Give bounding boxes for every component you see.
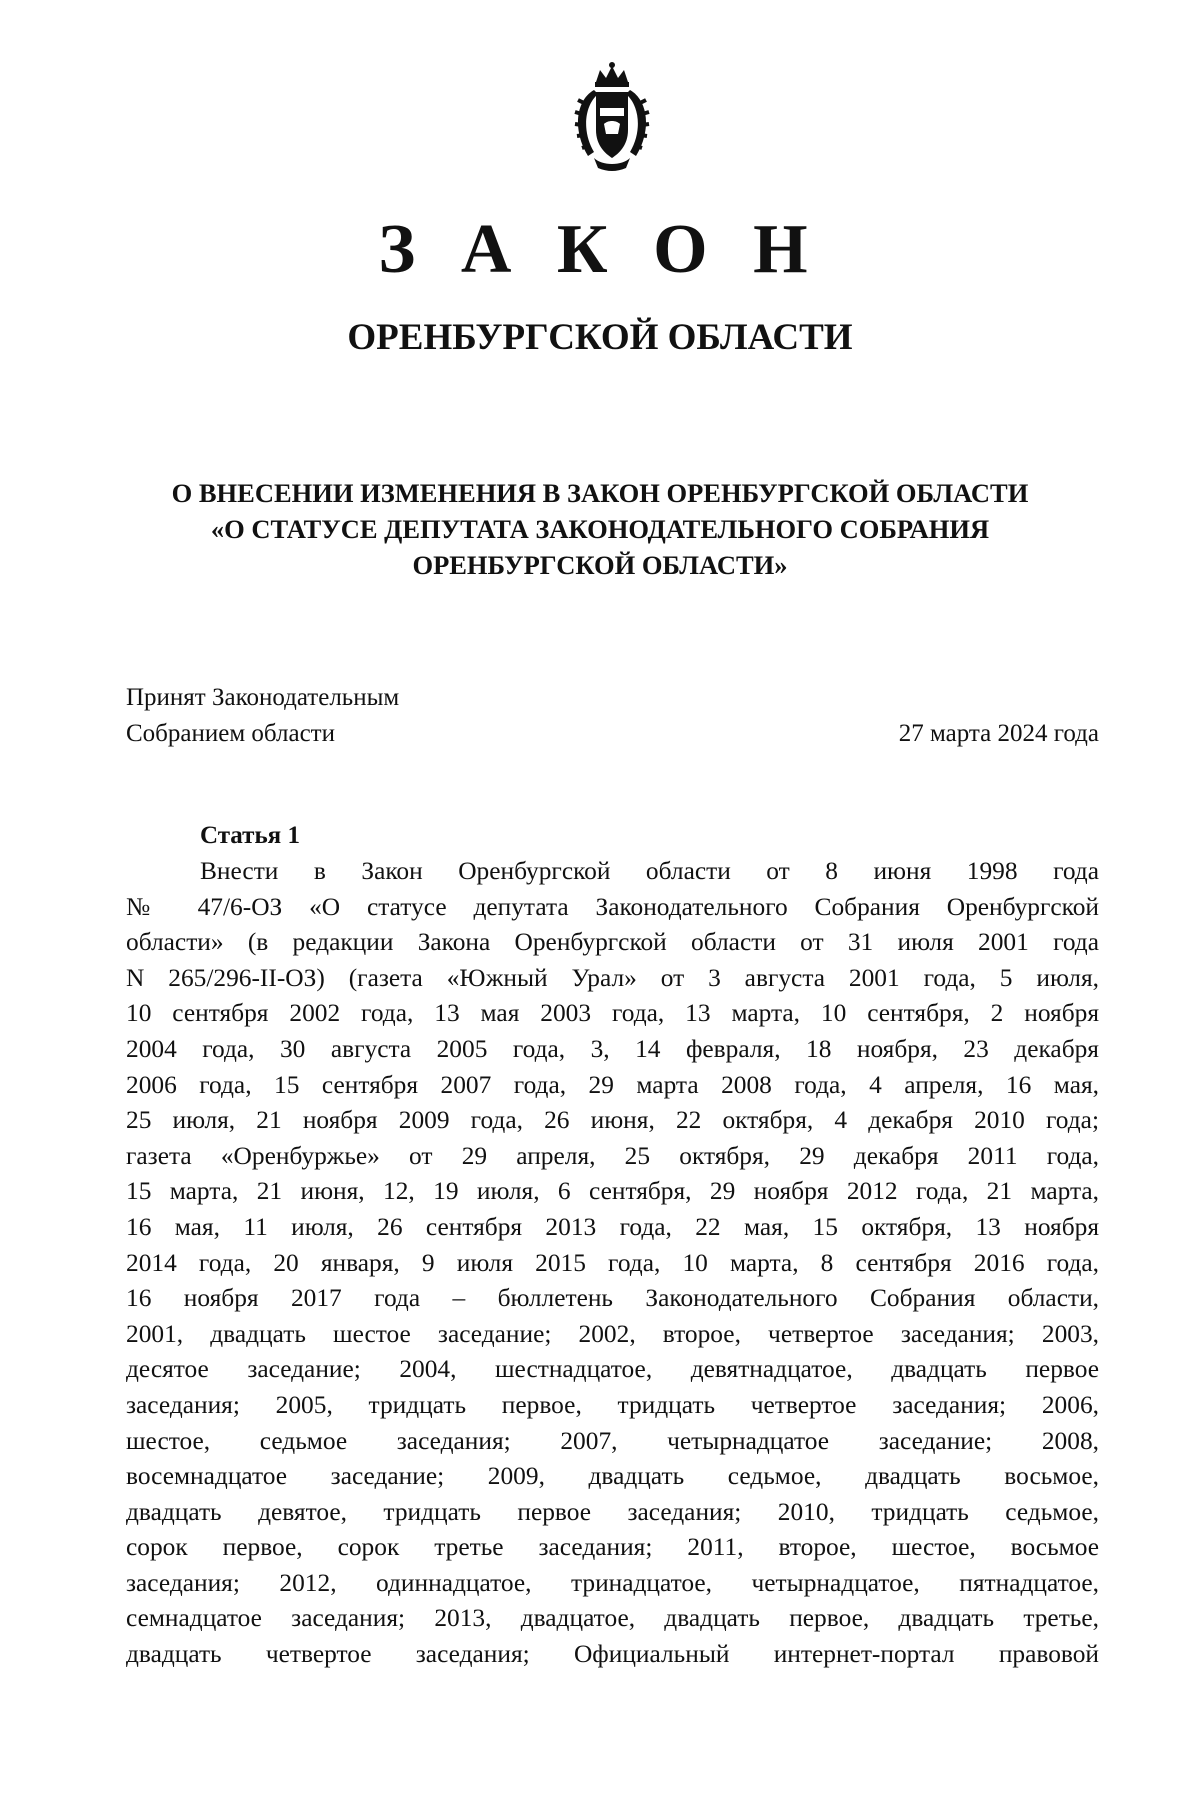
document-heading [100, 475, 1100, 583]
law-title: З А К О Н [378, 211, 822, 288]
adoption-statement [126, 680, 399, 752]
article-line: сорок первое, сорок третье заседания; 2011, второе, шестое, восьмое [126, 1533, 1099, 1562]
article-line: шестое, седьмое заседания; 2007, четырнадцатое заседание; 2008, [126, 1426, 1099, 1455]
adoption-line: Принят Законодательным [126, 684, 400, 711]
coat-of-arms-icon [566, 60, 658, 172]
article-line: двадцать четвертое заседания; Официальный интернет-портал правовой [126, 1640, 1099, 1669]
article-title: Статья 1 [200, 822, 300, 849]
article-line: Внести в Закон Оренбургской области от 8 июня 1998 года [200, 857, 1099, 885]
article-line: заседания; 2012, одиннадцатое, тринадцатое, четырнадцатое, пятнадцатое, [126, 1568, 1099, 1597]
article-line: 16 ноября 2017 года – бюллетень Законодательного Собрания области, [126, 1284, 1099, 1313]
article-line: заседания; 2005, тридцать первое, тридцать четвертое заседания; 2006, [126, 1390, 1099, 1419]
heading-line: «О СТАТУСЕ ДЕПУТАТА ЗАКОНОДАТЕЛЬНОГО СОБРАНИЯ [210, 514, 990, 544]
heading-line: ОРЕНБУРГСКОЙ ОБЛАСТИ» [412, 550, 788, 580]
article-line: N 265/296-II-ОЗ) (газета «Южный Урал» от 3 августа 2001 года, 5 июля, [126, 963, 1099, 992]
article-line: 10 сентября 2002 года, 13 мая 2003 года, 13 марта, 10 сентября, 2 ноября [126, 999, 1099, 1028]
article-line: 2014 года, 20 января, 9 июля 2015 года, 10 марта, 8 сентября 2016 года, [126, 1248, 1099, 1277]
article-line: 16 мая, 11 июля, 26 сентября 2013 года, 22 мая, 15 октября, 13 ноября [126, 1212, 1099, 1241]
region-title: ОРЕНБУРГСКОЙ ОБЛАСТИ [347, 317, 853, 358]
article-body [126, 854, 1099, 1673]
article-line: восемнадцатое заседание; 2009, двадцать седьмое, двадцать восьмое, [126, 1462, 1099, 1491]
article-line: 2006 года, 15 сентября 2007 года, 29 марта 2008 года, 4 апреля, 16 мая, [126, 1070, 1099, 1099]
article-line: 25 июля, 21 ноября 2009 года, 26 июня, 22 октября, 4 декабря 2010 года; [126, 1106, 1099, 1135]
article-line: двадцать девятое, тридцать первое заседания; 2010, тридцать седьмое, [126, 1497, 1099, 1526]
article-line: 2001, двадцать шестое заседание; 2002, второе, четвертое заседания; 2003, [126, 1319, 1099, 1348]
article-line: газета «Оренбуржье» от 29 апреля, 25 октября, 29 декабря 2011 года, [126, 1141, 1099, 1170]
article-line: десятое заседание; 2004, шестнадцатое, девятнадцатое, двадцать первое [126, 1355, 1099, 1384]
adoption-line: Собранием области [126, 720, 335, 747]
adoption-date: 27 марта 2024 года [898, 720, 1099, 747]
article-line: 15 марта, 21 июня, 12, 19 июля, 6 сентября, 29 ноября 2012 года, 21 марта, [126, 1177, 1099, 1206]
article-line: № 47/6-ОЗ «О статусе депутата Законодательного Собрания Оренбургской [126, 892, 1099, 921]
heading-line: О ВНЕСЕНИИ ИЗМЕНЕНИЯ В ЗАКОН ОРЕНБУРГСКОЙ ОБЛАСТИ [171, 478, 1029, 508]
article-line: области» (в редакции Закона Оренбургской области от 31 июля 2001 года [126, 928, 1099, 957]
article-line: семнадцатое заседания; 2013, двадцатое, двадцать первое, двадцать третье, [126, 1604, 1099, 1633]
article-line: 2004 года, 30 августа 2005 года, 3, 14 февраля, 18 ноября, 23 декабря [126, 1034, 1099, 1063]
